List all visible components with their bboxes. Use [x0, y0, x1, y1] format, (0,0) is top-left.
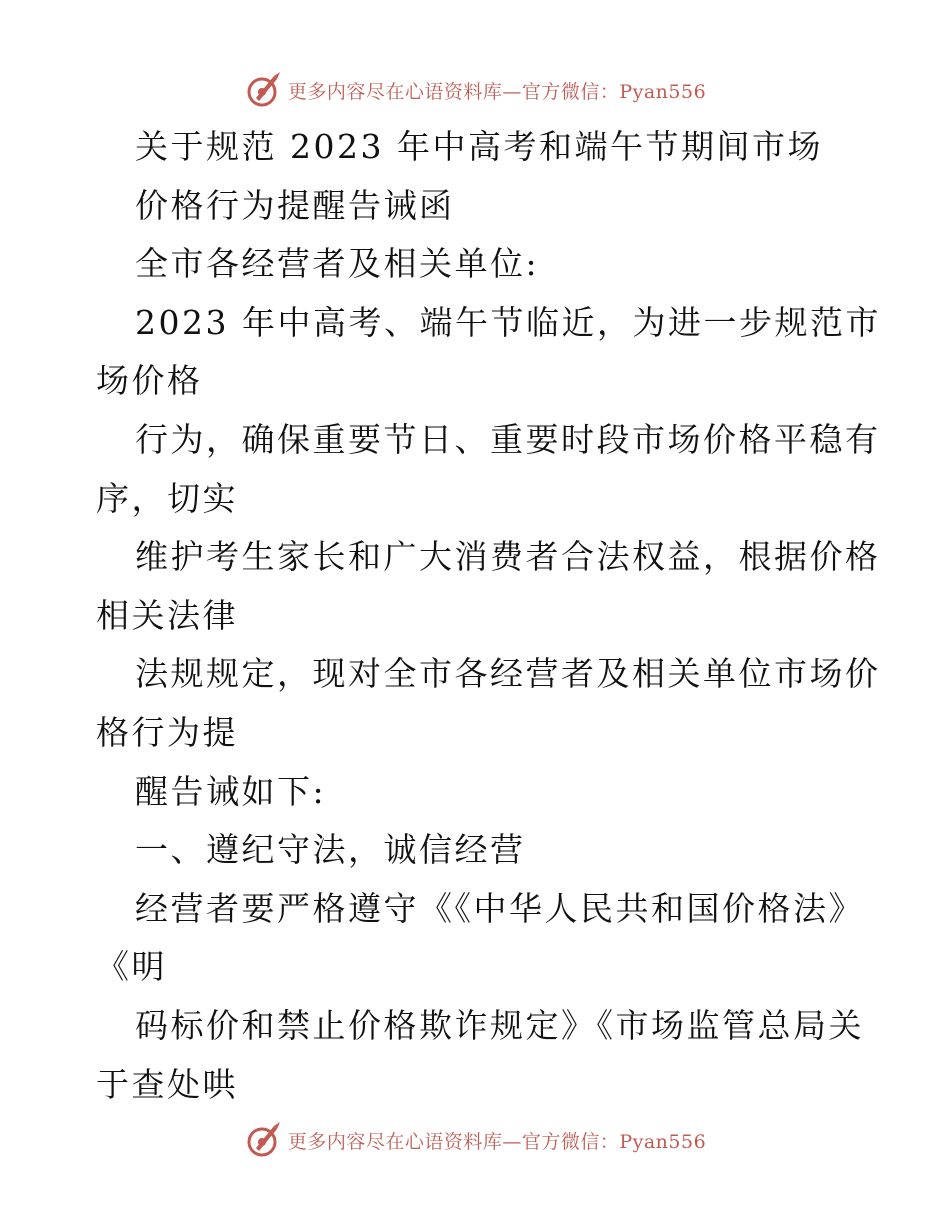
document-line: 法规规定，现对全市各经营者及相关单位市场价 [135, 654, 881, 694]
document-line: 经营者要严格遵守《《中华人民共和国价格法》 [135, 888, 864, 928]
document-line: 全市各经营者及相关单位: [135, 244, 540, 284]
quill-pen-logo-icon [244, 70, 284, 110]
document-line: 关于规范 2023 年中高考和端午节期间市场 [135, 127, 823, 166]
document-line: 醒告诫如下: [135, 771, 327, 811]
quill-pen-logo-icon [244, 1120, 284, 1160]
document-line: 一、遵纪守法，诚信经营 [135, 830, 526, 870]
document-line: 《明 [96, 947, 167, 987]
document-line: 相关法律 [96, 595, 238, 635]
document-line: 维护考生家长和广大消费者合法权益，根据价格 [135, 537, 881, 577]
document-line: 2023 年中高考、端午节临近，为进一步规范市 [135, 302, 881, 342]
watermark-text: 更多内容尽在心语资料库—官方微信：Pyan556 [287, 80, 707, 103]
document-line: 价格行为提醒告诫函 [135, 185, 455, 225]
header-watermark [0, 68, 950, 112]
document-line: 码标价和禁止价格欺诈规定》《市场监管总局关 [135, 1005, 864, 1045]
document-body [96, 118, 881, 1114]
document-line: 场价格 [96, 361, 203, 401]
document-line: 序，切实 [96, 478, 238, 518]
watermark-text: 更多内容尽在心语资料库—官方微信：Pyan556 [287, 1130, 707, 1153]
document-line: 行为，确保重要节日、重要时段市场价格平稳有 [135, 419, 881, 459]
footer-watermark [0, 1118, 950, 1162]
document-line: 于查处哄 [96, 1064, 238, 1104]
document-line: 格行为提 [96, 712, 238, 752]
